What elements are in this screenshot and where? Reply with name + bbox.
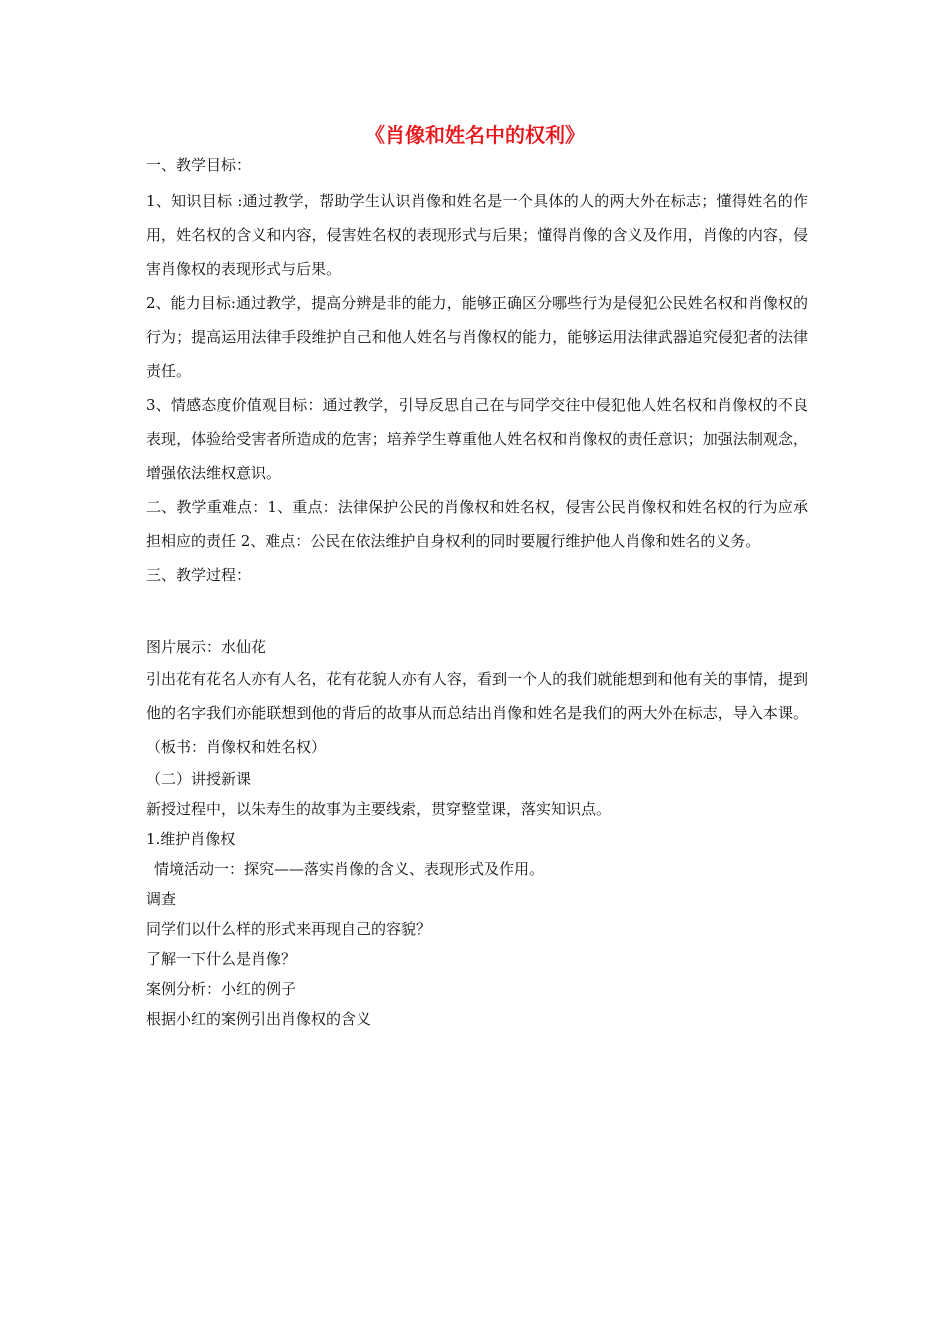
- part-new-lesson-heading: （二）讲授新课: [146, 770, 252, 788]
- survey-label: 调查: [146, 890, 177, 908]
- conclusion-line: 根据小红的案例引出肖像权的含义: [146, 1010, 372, 1028]
- picture-display: 图片展示：水仙花: [146, 638, 267, 656]
- document-title: 《肖像和姓名中的权利》: [365, 123, 585, 147]
- goal-knowledge: 1、知识目标 :通过教学，帮助学生认识肖像和姓名是一个具体的人的两大外在标志；懂得姓名的作用，姓名权的含义和内容，侵害姓名权的表现形式与后果；懂得肖像的含义及作用，肖像的内容，侵害肖像权的表现形式与后果。: [146, 192, 808, 278]
- blank-spacer: [146, 592, 808, 632]
- goal-attitude: 3、情感态度价值观目标：通过教学，引导反思自己在与同学交往中侵犯他人姓名权和肖像权的不良表现，体验给受害者所造成的危害；培养学生尊重他人姓名权和肖像权的责任意识；加强法制观念，增强依法维权意识。: [146, 396, 808, 482]
- case-analysis: 案例分析：小红的例子: [146, 980, 297, 998]
- question-two: 了解一下什么是肖像？: [146, 950, 297, 968]
- new-lesson-paragraph: 新授过程中，以朱寿生的故事为主要线索，贯穿整堂课，落实知识点。: [146, 800, 612, 818]
- section-heading-process: 三、教学过程：: [146, 566, 252, 584]
- section-key-points: 二、教学重难点：1、重点：法律保护公民的肖像权和姓名权，侵害公民肖像权和姓名权的行为应承担相应的责任 2、难点：公民在依法维护自身权利的同时要履行维护他人肖像和姓名的义务。: [146, 498, 808, 550]
- intro-paragraph: 引出花有花名人亦有人名，花有花貌人亦有人容，看到一个人的我们就能想到和他有关的事情，提到他的名字我们亦能联想到他的背后的故事从而总结出肖像和姓名是我们的两大外在标志，导入本课。（板书：肖像权和姓名权）: [146, 670, 808, 756]
- question-one: 同学们以什么样的形式来再现自己的容貌？: [146, 920, 432, 938]
- goal-ability: 2、能力目标:通过教学，提高分辨是非的能力，能够正确区分哪些行为是侵犯公民姓名权和肖像权的行为；提高运用法律手段维护自己和他人姓名与肖像权的能力，能够运用法律武器追究侵犯者的法律责任。: [146, 294, 808, 380]
- document-body: [146, 150, 808, 1034]
- item-portrait-right: 1.维护肖像权: [146, 830, 236, 848]
- section-heading-goals: 一、教学目标：: [146, 156, 252, 174]
- activity-one: 情境活动一：探究——落实肖像的含义、表现形式及作用。: [154, 860, 545, 878]
